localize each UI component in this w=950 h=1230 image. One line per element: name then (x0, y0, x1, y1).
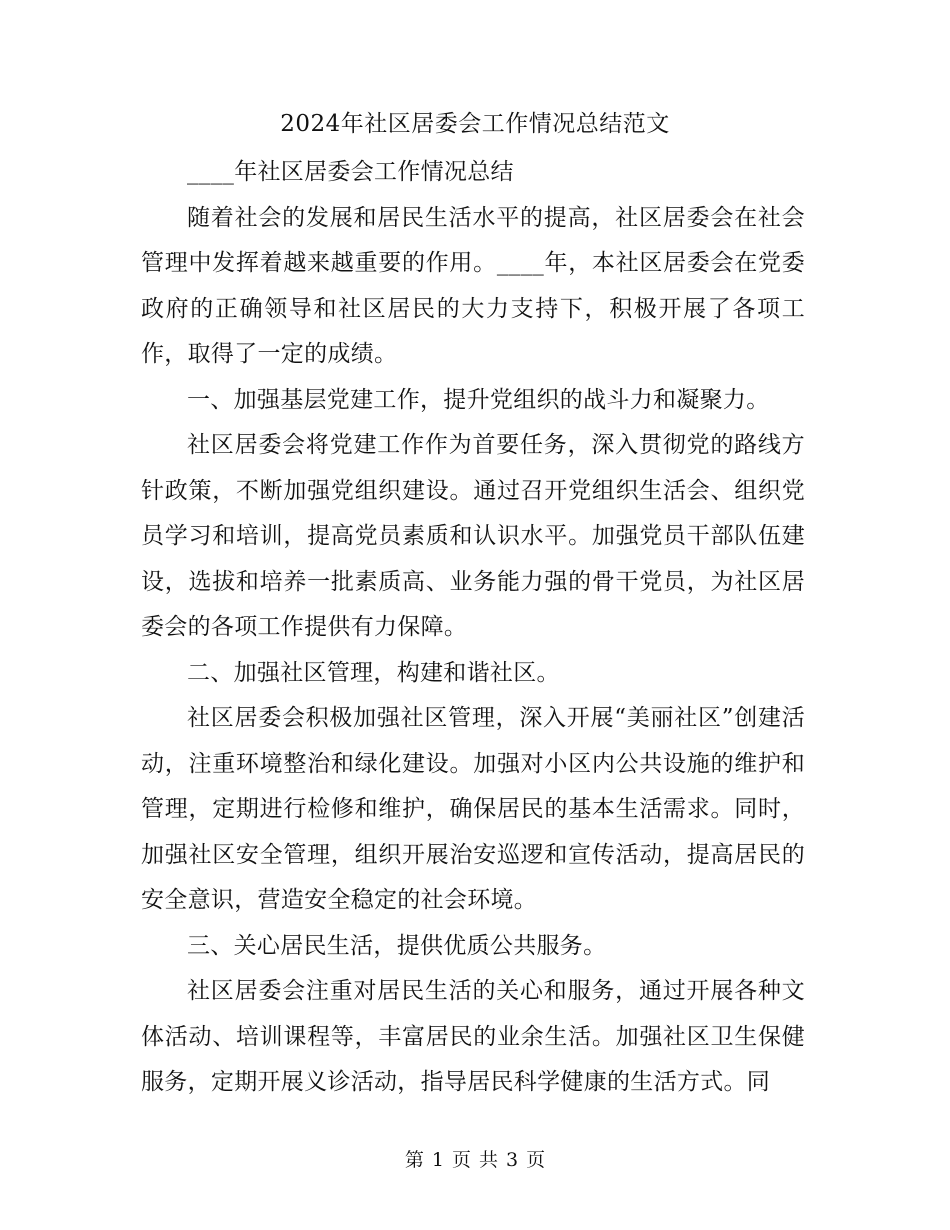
document-body (141, 150, 805, 1106)
section-paragraph-2: 社区居委会积极加强社区管理，深入开展“美丽社区”创建活动，注重环境整治和绿化建设。加强对小区内公共设施的维护和管理，定期进行检修和维护，确保居民的基本生活需求。同时，加强社区安全管理，组织开展治安巡逻和宣传活动，提高居民的安全意识，营造安全稳定的社会环境。 (141, 705, 805, 913)
section-heading-3: 三、关心居民生活，提供优质公共服务。 (187, 932, 607, 959)
section-paragraph-1: 社区居委会将党建工作作为首要任务，深入贯彻党的路线方针政策，不断加强党组织建设。通过召开党组织生活会、组织党员学习和培训，提高党员素质和认识水平。加强党员干部队伍建设，选拔和培养一批素质高、业务能力强的骨干党员，为社区居委会的各项工作提供有力保障。 (141, 432, 805, 640)
intro-paragraph: 随着社会的发展和居民生活水平的提高，社区居委会在社会管理中发挥着越来越重要的作用。____年，本社区居委会在党委政府的正确领导和社区居民的大力支持下，积极开展了各项工作，取得了一定的成绩。 (141, 204, 805, 367)
subtitle-paragraph: ____年社区居委会工作情况总结 (187, 159, 514, 185)
document-title: 2024年社区居委会工作情况总结范文 (280, 111, 670, 137)
section-heading-1: 一、加强基层党建工作，提升党组织的战斗力和凝聚力。 (187, 386, 770, 413)
page-number-footer: 第 1 页 共 3 页 (404, 1149, 546, 1171)
section-paragraph-3: 社区居委会注重对居民生活的关心和服务，通过开展各种文体活动、培训课程等，丰富居民的业余生活。加强社区卫生保健服务，定期开展义诊活动，指导居民科学健康的生活方式。同 (141, 978, 805, 1095)
section-heading-2: 二、加强社区管理，构建和谐社区。 (187, 659, 560, 686)
